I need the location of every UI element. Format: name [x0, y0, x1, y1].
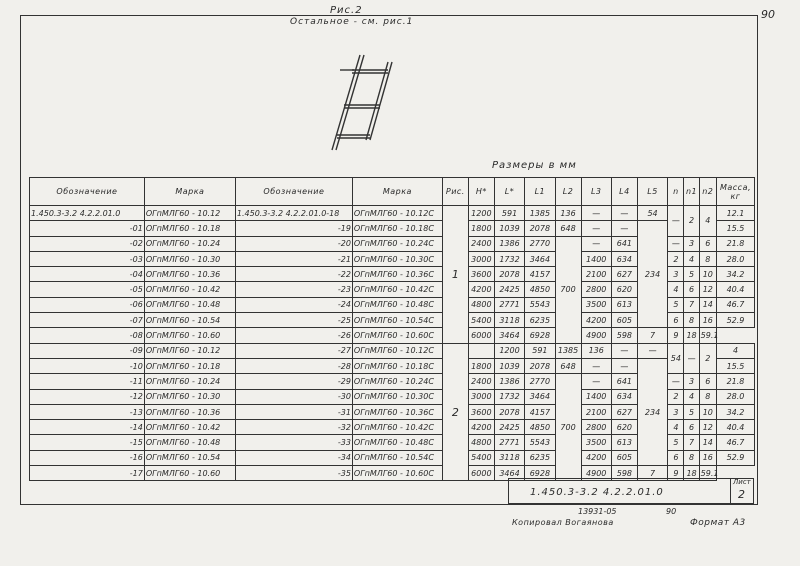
header-cell: L3: [581, 178, 611, 206]
table-cell: 2: [699, 343, 716, 374]
table-cell: ОГпМЛГ60 - 10.36: [144, 267, 235, 282]
table-cell: 5: [668, 297, 684, 312]
table-cell: 4157: [525, 267, 555, 282]
table-cell: 8: [699, 389, 716, 404]
table-cell: ОГпМЛГ60 - 10.36С: [352, 267, 442, 282]
table-cell: 34.2: [716, 404, 754, 419]
table-cell: —: [581, 206, 611, 221]
table-cell: -12: [30, 389, 145, 404]
table-cell: 2: [442, 343, 468, 481]
figure-title: Рис.2: [330, 5, 363, 16]
table-cell: 4: [699, 206, 716, 237]
table-cell: ОГпМЛГ60 - 10.18С: [352, 358, 442, 373]
table-cell: 16: [699, 313, 716, 328]
table-cell: -14: [30, 420, 145, 435]
table-cell: 641: [611, 236, 637, 251]
table-cell: 14: [699, 435, 716, 450]
table-cell: 1: [442, 206, 468, 344]
table-cell: ОГпМЛГ60 - 10.48С: [352, 297, 442, 312]
header-cell: Марка: [352, 178, 442, 206]
table-cell: ОГпМЛГ60 - 10.30С: [352, 251, 442, 266]
table-cell: ОГпМЛГ60 - 10.18: [144, 221, 235, 236]
ladder-sketch: [330, 50, 400, 155]
table-cell: 1386: [494, 374, 524, 389]
table-cell: -11: [30, 374, 145, 389]
table-cell: 700: [555, 374, 581, 481]
table-cell: -01: [30, 221, 145, 236]
table-cell: 2078: [525, 358, 555, 373]
table-cell: 6000: [468, 328, 494, 343]
table-cell: 52.9: [716, 313, 754, 328]
table-cell: 613: [611, 435, 637, 450]
table-cell: 2078: [525, 221, 555, 236]
table-cell: 3000: [468, 389, 494, 404]
copied-by: Копировал Вогаянова: [512, 518, 614, 527]
table-cell: 28.0: [716, 251, 754, 266]
table-cell: 5: [684, 267, 699, 282]
table-cell: 1.450.3-3.2 4.2.2.01.0-18: [235, 206, 352, 221]
table-cell: 1039: [494, 221, 524, 236]
table-cell: 3464: [494, 466, 524, 481]
table-cell: 136: [581, 343, 611, 358]
table-cell: -34: [235, 450, 352, 465]
table-cell: 1039: [494, 358, 524, 373]
table-cell: ОГпМЛГ60 - 10.60: [144, 328, 235, 343]
table-cell: 3: [684, 236, 699, 251]
table-cell: —: [581, 236, 611, 251]
table-cell: 12.1: [716, 206, 754, 221]
table-cell: 700: [555, 236, 581, 343]
table-cell: -25: [235, 313, 352, 328]
table-cell: ОГпМЛГ60 - 10.60: [144, 466, 235, 481]
table-cell: -02: [30, 236, 145, 251]
header-cell: L*: [494, 178, 524, 206]
table-cell: ОГпМЛГ60 - 10.12: [144, 206, 235, 221]
table-cell: 5543: [525, 435, 555, 450]
table-cell: ОГпМЛГ60 - 10.30: [144, 389, 235, 404]
table-row: [30, 343, 755, 358]
table-cell: ОГпМЛГ60 - 10.54С: [352, 450, 442, 465]
table-cell: 4200: [468, 420, 494, 435]
specification-table: [29, 177, 755, 481]
table-cell: 2770: [525, 374, 555, 389]
table-cell: -32: [235, 420, 352, 435]
table-cell: 2400: [468, 374, 494, 389]
table-cell: -09: [30, 343, 145, 358]
table-cell: 12: [699, 282, 716, 297]
table-cell: -19: [235, 221, 352, 236]
table-cell: ОГпМЛГ60 - 10.48С: [352, 435, 442, 450]
table-cell: 40.4: [716, 282, 754, 297]
table-cell: 2400: [468, 236, 494, 251]
table-row: [30, 328, 755, 343]
table-cell: 4: [716, 343, 754, 358]
table-cell: 6: [668, 313, 684, 328]
table-cell: ОГпМЛГ60 - 10.24С: [352, 236, 442, 251]
table-cell: 5: [684, 404, 699, 419]
table-header: [30, 178, 755, 206]
table-cell: 34.2: [716, 267, 754, 282]
table-cell: 5400: [468, 313, 494, 328]
table-cell: —: [611, 206, 637, 221]
table-cell: ОГпМЛГ60 - 10.18: [144, 358, 235, 373]
table-cell: ОГпМЛГ60 - 10.60С: [352, 328, 442, 343]
table-cell: 4200: [581, 450, 611, 465]
table-cell: 4: [684, 251, 699, 266]
table-cell: 3: [684, 374, 699, 389]
header-cell: n1: [684, 178, 699, 206]
table-cell: 6235: [525, 313, 555, 328]
table-cell: 9: [668, 466, 684, 481]
table-cell: 5543: [525, 297, 555, 312]
table-cell: 1400: [581, 389, 611, 404]
table-cell: 2: [668, 389, 684, 404]
paper-format: Формат А3: [690, 518, 746, 528]
table-cell: 627: [611, 267, 637, 282]
table-cell: 46.7: [716, 435, 754, 450]
table-cell: 1732: [494, 389, 524, 404]
table-cell: 2: [684, 206, 699, 237]
table-cell: 6000: [468, 466, 494, 481]
title-block-divider: [730, 478, 731, 504]
table-cell: 8: [684, 313, 699, 328]
table-cell: ОГпМЛГ60 - 10.24: [144, 236, 235, 251]
table-cell: 15.5: [716, 221, 754, 236]
sheet-label: Лист: [733, 478, 751, 486]
table-cell: 6928: [525, 466, 555, 481]
table-cell: 634: [611, 251, 637, 266]
table-cell: -03: [30, 251, 145, 266]
table-cell: ОГпМЛГ60 - 10.12С: [352, 343, 442, 358]
table-cell: 7: [637, 466, 667, 481]
table-cell: -21: [235, 251, 352, 266]
table-cell: ОГпМЛГ60 - 10.54С: [352, 313, 442, 328]
table-cell: 627: [611, 404, 637, 419]
table-cell: ОГпМЛГ60 - 10.30: [144, 251, 235, 266]
table-cell: —: [668, 374, 684, 389]
table-cell: 6: [699, 236, 716, 251]
table-cell: ОГпМЛГ60 - 10.24: [144, 374, 235, 389]
table-cell: -35: [235, 466, 352, 481]
table-cell: -13: [30, 404, 145, 419]
header-cell: L1: [525, 178, 555, 206]
header-cell: Марка: [144, 178, 235, 206]
table-cell: ОГпМЛГ60 - 10.18С: [352, 221, 442, 236]
figure-subtitle: Остальное - см. рис.1: [290, 17, 414, 27]
table-cell: 4200: [468, 282, 494, 297]
table-cell: 2800: [581, 420, 611, 435]
table-cell: —: [581, 221, 611, 236]
table-cell: ОГпМЛГ60 - 10.54: [144, 313, 235, 328]
table-cell: -07: [30, 313, 145, 328]
header-cell: L2: [555, 178, 581, 206]
table-cell: 598: [611, 466, 637, 481]
table-cell: 1800: [468, 221, 494, 236]
table-cell: 598: [611, 328, 637, 343]
table-cell: 4200: [581, 313, 611, 328]
table-cell: -30: [235, 389, 352, 404]
table-cell: ОГпМЛГ60 - 10.12С: [352, 206, 442, 221]
table-cell: 3600: [468, 404, 494, 419]
table-cell: 7: [637, 328, 667, 343]
table-cell: 234: [637, 221, 667, 328]
table-row: [30, 221, 755, 236]
table-cell: -08: [30, 328, 145, 343]
table-cell: 4157: [525, 404, 555, 419]
inventory-number: 13931-05: [578, 507, 617, 516]
header-cell: Масса, кг: [716, 178, 754, 206]
table-cell: —: [581, 358, 611, 373]
table-cell: ОГпМЛГ60 - 10.42С: [352, 420, 442, 435]
table-cell: —: [684, 343, 699, 374]
table-cell: 2425: [494, 420, 524, 435]
header-cell: Н*: [468, 178, 494, 206]
table-cell: 591: [525, 343, 555, 358]
table-cell: 5400: [468, 450, 494, 465]
table-cell: -33: [235, 435, 352, 450]
table-cell: 16: [699, 450, 716, 465]
header-cell: Обозначение: [235, 178, 352, 206]
table-cell: 641: [611, 374, 637, 389]
table-cell: ОГпМЛГ60 - 10.42С: [352, 282, 442, 297]
table-cell: 4: [684, 389, 699, 404]
table-cell: —: [668, 236, 684, 251]
header-cell: Обозначение: [30, 178, 145, 206]
table-cell: 12: [699, 420, 716, 435]
table-cell: ОГпМЛГ60 - 10.36С: [352, 404, 442, 419]
table-cell: 605: [611, 313, 637, 328]
header-cell: n: [668, 178, 684, 206]
table-cell: ОГпМЛГ60 - 10.30С: [352, 389, 442, 404]
table-cell: 3464: [525, 251, 555, 266]
table-cell: 1200: [468, 206, 494, 221]
table-cell: 3464: [494, 328, 524, 343]
table-cell: ОГпМЛГ60 - 10.36: [144, 404, 235, 419]
table-cell: 3500: [581, 297, 611, 312]
table-cell: 2078: [494, 404, 524, 419]
table-cell: 1.450.3-3.2 4.2.2.01.0: [30, 206, 145, 221]
table-cell: -26: [235, 328, 352, 343]
table-cell: 1385: [555, 343, 581, 358]
table-cell: ОГпМЛГ60 - 10.42: [144, 420, 235, 435]
table-cell: 6235: [525, 450, 555, 465]
table-cell: 46.7: [716, 297, 754, 312]
footer-number: 90: [666, 507, 677, 516]
table-cell: 15.5: [716, 358, 754, 373]
table-cell: ОГпМЛГ60 - 10.42: [144, 282, 235, 297]
table-cell: 136: [555, 206, 581, 221]
table-cell: 2425: [494, 282, 524, 297]
table-cell: 2771: [494, 435, 524, 450]
table-cell: 4850: [525, 420, 555, 435]
table-cell: 2078: [494, 267, 524, 282]
table-cell: 6: [684, 282, 699, 297]
table-cell: 4800: [468, 435, 494, 450]
table-cell: 8: [699, 251, 716, 266]
sheet-number: 2: [738, 488, 745, 501]
table-cell: ОГпМЛГ60 - 10.48: [144, 435, 235, 450]
table-cell: [468, 343, 494, 358]
table-cell: 6928: [525, 328, 555, 343]
table-cell: 1385: [525, 206, 555, 221]
sizes-title: Размеры в мм: [492, 160, 577, 171]
table-cell: 21.8: [716, 236, 754, 251]
table-cell: 620: [611, 282, 637, 297]
table-cell: 3500: [581, 435, 611, 450]
table-cell: 4850: [525, 282, 555, 297]
header-cell: L4: [611, 178, 637, 206]
table-cell: 613: [611, 297, 637, 312]
table-cell: —: [611, 358, 637, 373]
table-cell: -06: [30, 297, 145, 312]
table-cell: -10: [30, 358, 145, 373]
table-cell: -20: [235, 236, 352, 251]
table-cell: 4800: [468, 297, 494, 312]
table-cell: 28.0: [716, 389, 754, 404]
table-cell: 9: [668, 328, 684, 343]
table-cell: 2: [668, 251, 684, 266]
table-cell: -15: [30, 435, 145, 450]
table-cell: 3464: [525, 389, 555, 404]
table-cell: -17: [30, 466, 145, 481]
table-cell: 591: [494, 206, 524, 221]
table-cell: 6: [699, 374, 716, 389]
table-cell: ОГпМЛГ60 - 10.54: [144, 450, 235, 465]
table-cell: 4: [668, 282, 684, 297]
table-cell: —: [637, 343, 667, 358]
header-cell: L5: [637, 178, 667, 206]
table-cell: 18: [684, 466, 699, 481]
table-cell: 3000: [468, 251, 494, 266]
table-cell: 7: [684, 435, 699, 450]
table-cell: 3600: [468, 267, 494, 282]
table-cell: 648: [555, 358, 581, 373]
table-cell: 14: [699, 297, 716, 312]
header-cell: Рис.: [442, 178, 468, 206]
table-cell: 8: [684, 450, 699, 465]
table-cell: -24: [235, 297, 352, 312]
table-cell: 54: [637, 206, 667, 221]
table-cell: 3118: [494, 450, 524, 465]
table-cell: 620: [611, 420, 637, 435]
table-cell: 648: [555, 221, 581, 236]
table-cell: 634: [611, 389, 637, 404]
table-cell: 234: [637, 358, 667, 465]
table-cell: 2771: [494, 297, 524, 312]
table-cell: 2800: [581, 282, 611, 297]
table-cell: 59.1: [699, 466, 716, 481]
table-cell: —: [611, 221, 637, 236]
table-cell: 1400: [581, 251, 611, 266]
table-cell: 1200: [494, 343, 524, 358]
table-cell: —: [581, 374, 611, 389]
table-cell: —: [611, 343, 637, 358]
table-cell: 40.4: [716, 420, 754, 435]
table-cell: 18: [684, 328, 699, 343]
table-cell: -16: [30, 450, 145, 465]
table-cell: ОГпМЛГ60 - 10.24С: [352, 374, 442, 389]
table-cell: 6: [668, 450, 684, 465]
table-cell: ОГпМЛГ60 - 10.48: [144, 297, 235, 312]
table-cell: -04: [30, 267, 145, 282]
table-cell: ОГпМЛГ60 - 10.12: [144, 343, 235, 358]
table-row: [30, 358, 755, 373]
table-cell: ОГпМЛГ60 - 10.60С: [352, 466, 442, 481]
document-code: 1.450.3-3.2 4.2.2.01.0: [530, 487, 664, 498]
table-cell: 4900: [581, 328, 611, 343]
table-cell: 21.8: [716, 374, 754, 389]
table-cell: 54: [668, 343, 684, 374]
table-cell: -22: [235, 267, 352, 282]
table-cell: 3118: [494, 313, 524, 328]
page-number: 90: [761, 8, 775, 21]
table-cell: 52.9: [716, 450, 754, 465]
table-cell: 4900: [581, 466, 611, 481]
table-cell: 59.1: [699, 328, 716, 343]
table-cell: 3: [668, 267, 684, 282]
table-cell: 5: [668, 435, 684, 450]
table-cell: 10: [699, 404, 716, 419]
table-cell: -23: [235, 282, 352, 297]
table-cell: -28: [235, 358, 352, 373]
table-cell: 3: [668, 404, 684, 419]
table-cell: -31: [235, 404, 352, 419]
table-cell: -27: [235, 343, 352, 358]
table-cell: 7: [684, 297, 699, 312]
table-cell: 10: [699, 267, 716, 282]
table-cell: -05: [30, 282, 145, 297]
table-cell: 2100: [581, 267, 611, 282]
table-cell: 2770: [525, 236, 555, 251]
table-cell: 4: [668, 420, 684, 435]
table-cell: 2100: [581, 404, 611, 419]
table-cell: 1386: [494, 236, 524, 251]
header-cell: n2: [699, 178, 716, 206]
table-row: [30, 206, 755, 221]
table-cell: —: [668, 206, 684, 237]
table-cell: 1732: [494, 251, 524, 266]
table-cell: 605: [611, 450, 637, 465]
table-cell: -29: [235, 374, 352, 389]
table-cell: 6: [684, 420, 699, 435]
table-cell: 1800: [468, 358, 494, 373]
